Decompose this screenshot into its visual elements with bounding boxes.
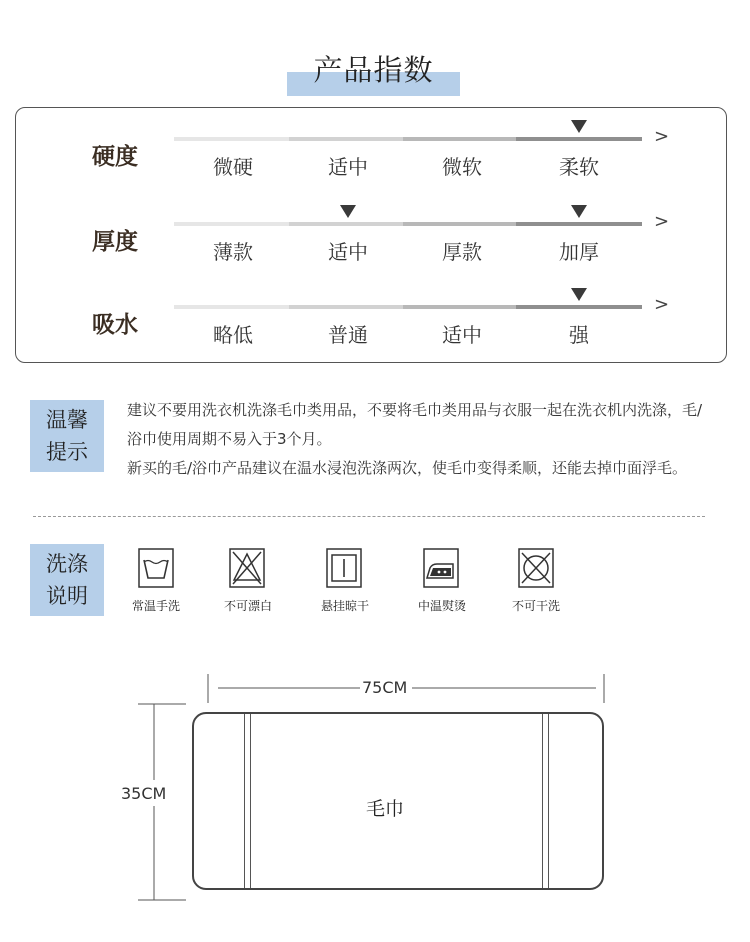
towel-name-label: 毛巾 — [365, 798, 404, 820]
index-option-label: 强 — [569, 323, 589, 347]
height-dimension-label: 35CM — [121, 784, 167, 803]
index-row-label: 厚度 — [92, 229, 138, 255]
scale-arrow-icon: > — [654, 126, 670, 147]
care-label-no-dry-clean: 不可干洗 — [511, 599, 560, 613]
index-option-label: 适中 — [442, 323, 482, 347]
tips-paragraph-2: 新买的毛/浴巾产品建议在温水浸泡洗涤两次，使毛巾变得柔顺，还能去掉巾面浮毛。 — [127, 459, 688, 477]
care-tag-line2: 说明 — [46, 584, 88, 608]
index-row-label: 吸水 — [92, 312, 138, 338]
width-dimension-label: 75CM — [362, 678, 408, 697]
page-title: 产品指数 — [313, 53, 434, 87]
care-label-line-dry: 悬挂晾干 — [320, 599, 369, 613]
index-option-label: 微软 — [442, 155, 482, 179]
tips-tag-line1: 温馨 — [46, 408, 88, 432]
index-option-label: 加厚 — [559, 240, 599, 264]
scale-arrow-icon: > — [654, 211, 670, 232]
tips-tag-line2: 提示 — [46, 440, 88, 464]
towel-stripe — [548, 714, 549, 888]
care-label-hand-wash: 常温手洗 — [131, 599, 180, 613]
index-option-label: 薄款 — [213, 240, 253, 264]
index-option-label: 略低 — [213, 323, 253, 347]
care-label-no-bleach: 不可漂白 — [223, 599, 272, 613]
index-option-label: 柔软 — [559, 155, 599, 179]
towel-stripe — [542, 714, 543, 888]
towel-stripe — [244, 714, 245, 888]
tips-paragraph-1: 建议不要用洗衣机洗涤毛巾类用品，不要将毛巾类用品与衣服一起在洗衣机内洗涤，毛/浴巾使用周期不易入于3个月。 — [127, 401, 703, 448]
index-option-label: 微硬 — [213, 155, 253, 179]
index-option-label: 普通 — [328, 323, 368, 347]
scale-arrow-icon: > — [654, 294, 670, 315]
towel-stripe — [250, 714, 251, 888]
index-row-label: 硬度 — [92, 144, 138, 170]
index-option-label: 适中 — [328, 240, 368, 264]
index-option-label: 厚款 — [442, 240, 482, 264]
care-tag-line1: 洗涤 — [46, 552, 88, 576]
care-label-iron: 中温熨烫 — [417, 599, 466, 613]
index-option-label: 适中 — [328, 155, 368, 179]
